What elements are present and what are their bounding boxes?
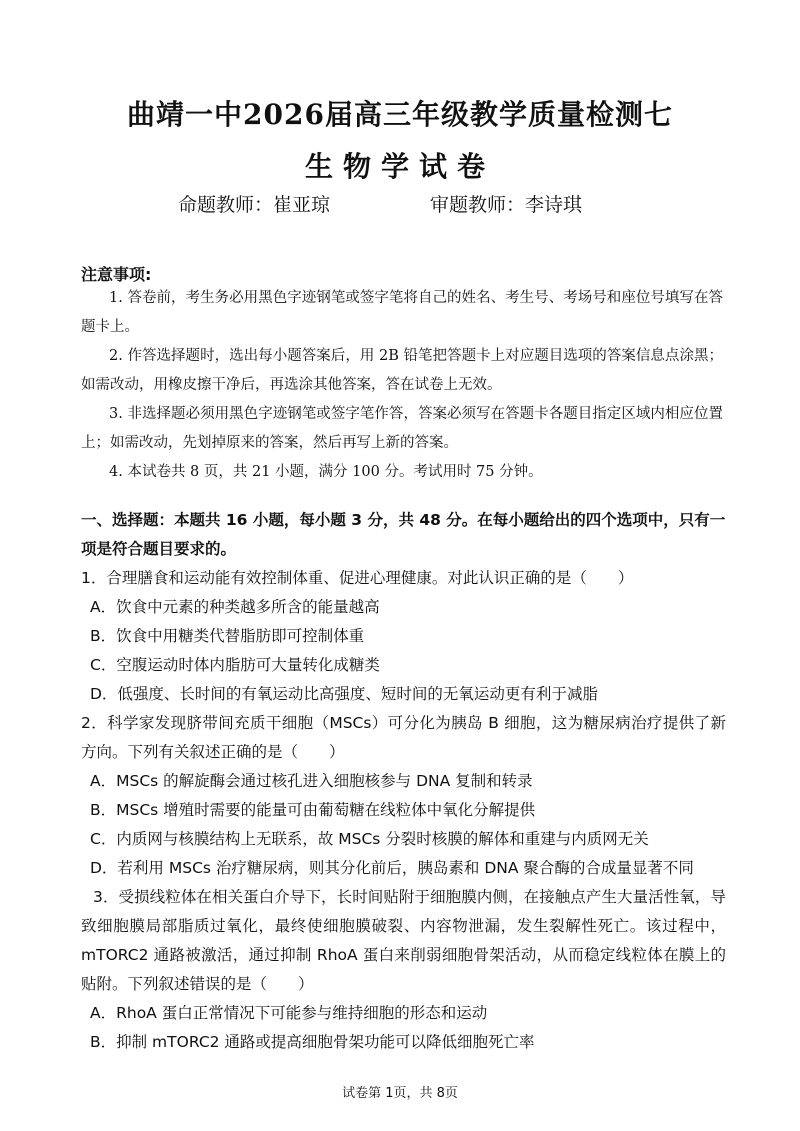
question-option: B．抑制 mTORC2 通路或提高细胞骨架功能可以降低细胞死亡率: [90, 1033, 535, 1051]
notice-item: 2. 作答选择题时，选出每小题答案后，用 2B 铅笔把答题卡上对应题目选项的答案信息点涂黑；如需改动，用橡皮擦干净后，再选涂其他答案，答在试卷上无效。: [81, 348, 723, 393]
question-list: [81, 564, 726, 1057]
question-option: A．饮食中元素的种类越多所含的能量越高: [90, 598, 380, 616]
question-stem: 2．科学家发现脐带间充质干细胞（MSCs）可分化为胰岛 B 细胞，这为糖尿病治疗提供了新方向。下列有关叙述正确的是（ ）: [81, 714, 726, 761]
question-option: C．内质网与核膜结构上无联系，故 MSCs 分裂时核膜的解体和重建与内质网无关: [90, 830, 649, 848]
exam-subject: 生物学试卷: [304, 150, 495, 183]
notice-heading: 注意事项:: [81, 265, 152, 284]
question-stem: 1．合理膳食和运动能有效控制体重、促进心理健康。对此认识正确的是（ ）: [81, 569, 634, 587]
question-option: C．空腹运动时体内脂肪可大量转化成糖类: [90, 656, 380, 674]
reviewer-teacher: 审题教师：李诗琪: [430, 194, 583, 216]
question-option: B．MSCs 增殖时需要的能量可由葡萄糖在线粒体中氧化分解提供: [90, 801, 536, 819]
notice-list: [81, 284, 723, 487]
question-option: A．MSCs 的解旋酶会通过核孔进入细胞核参与 DNA 复制和转录: [90, 772, 533, 790]
setter-teacher: 命题教师：崔亚琼: [178, 194, 331, 216]
exam-title: 曲靖一中2026届高三年级教学质量检测七: [127, 98, 673, 131]
question-option: D．若利用 MSCs 治疗糖尿病，则其分化前后，胰岛素和 DNA 聚合酶的合成量显著不同: [90, 859, 694, 877]
notice-item: 4. 本试卷共 8 页，共 21 小题，满分 100 分。考试用时 75 分钟。: [109, 464, 543, 480]
section-heading: 一、选择题：本题共 16 小题，每小题 3 分，共 48 分。在每小题给出的四个选项中，只有一项是符合题目要求的。: [81, 511, 726, 558]
question-option: B．饮食中用糖类代替脂肪即可控制体重: [90, 627, 365, 645]
question-stem: 3．受损线粒体在相关蛋白介导下，长时间贴附于细胞膜内侧，在接触点产生大量活性氧，导致细胞膜局部脂质过氧化，最终使细胞膜破裂、内容物泄漏，发生裂解性死亡。该过程中，mTORC2 通路被激活，通过抑制 RhoA 蛋白来削弱细胞骨架活动，从而稳定线粒体在膜上的贴附。下列叙述错误的是（ ）: [81, 888, 726, 993]
notice-item: 1. 答卷前，考生务必用黑色字迹钢笔或签字笔将自己的姓名、考生号、考场号和座位号填写在答题卡上。: [81, 290, 723, 335]
page-footer: 试卷第 1页，共 8页: [342, 1086, 458, 1101]
notice-item: 3. 非选择题必须用黑色字迹钢笔或签字笔作答，答案必须写在答题卡各题目指定区域内相应位置上；如需改动，先划掉原来的答案，然后再写上新的答案。: [81, 406, 723, 451]
question-option: A．RhoA 蛋白正常情况下可能参与维持细胞的形态和运动: [90, 1004, 488, 1022]
question-option: D．低强度、长时间的有氧运动比高强度、短时间的无氧运动更有利于减脂: [90, 685, 598, 703]
